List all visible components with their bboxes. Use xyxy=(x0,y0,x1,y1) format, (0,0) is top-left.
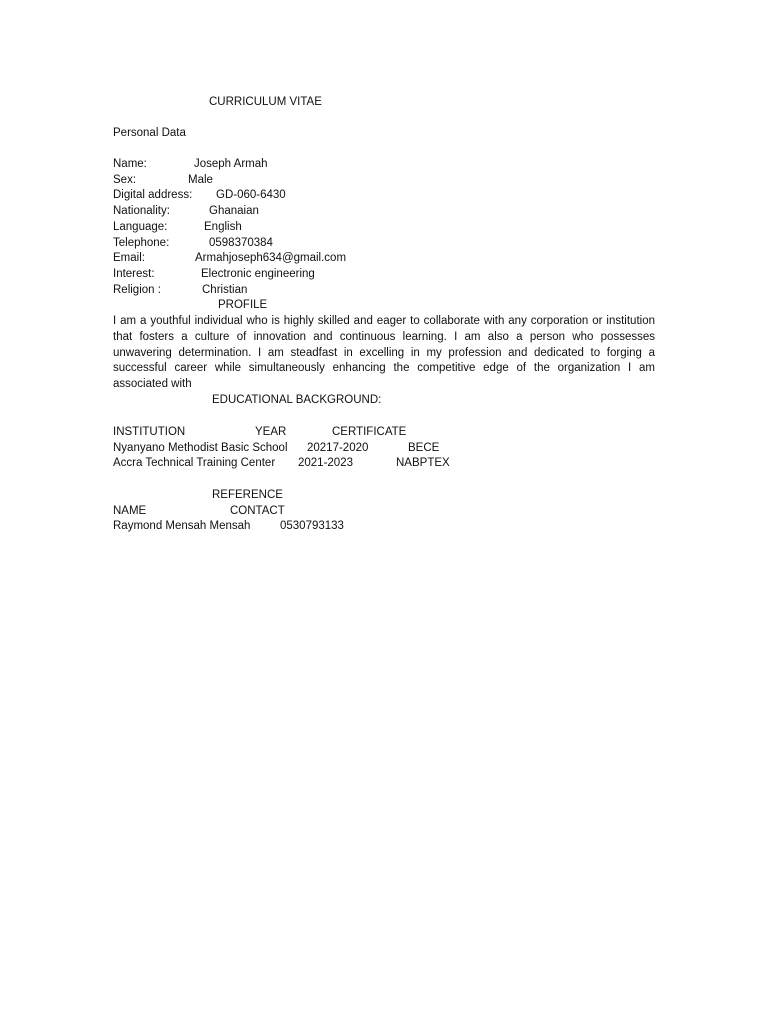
education-row-2-institution: Accra Technical Training Center xyxy=(113,457,276,469)
value-telephone: 0598370384 xyxy=(209,237,273,249)
reference-row-1-contact: 0530793133 xyxy=(280,520,344,532)
reference-heading: REFERENCE xyxy=(212,489,283,501)
reference-header-contact: CONTACT xyxy=(230,505,285,517)
personal-data-heading: Personal Data xyxy=(113,127,186,139)
education-header-certificate: CERTIFICATE xyxy=(332,426,407,438)
label-nationality: Nationality: xyxy=(113,205,170,217)
value-nationality: Ghanaian xyxy=(209,205,259,217)
education-row-1-institution: Nyanyano Methodist Basic School xyxy=(113,442,288,454)
value-interest: Electronic engineering xyxy=(201,268,315,280)
label-digital-address: Digital address: xyxy=(113,189,193,201)
value-name: Joseph Armah xyxy=(194,158,268,170)
value-sex: Male xyxy=(188,174,213,186)
value-digital-address: GD-060-6430 xyxy=(216,189,286,201)
education-header-year: YEAR xyxy=(255,426,287,438)
education-header-institution: INSTITUTION xyxy=(113,426,186,438)
education-row-1-year: 20217-2020 xyxy=(307,442,369,454)
profile-heading: PROFILE xyxy=(218,299,268,311)
label-religion: Religion : xyxy=(113,284,161,296)
label-telephone: Telephone: xyxy=(113,237,170,249)
label-interest: Interest: xyxy=(113,268,155,280)
reference-header-name: NAME xyxy=(113,505,147,517)
document-title: CURRICULUM VITAE xyxy=(209,96,322,108)
education-row-1-certificate: BECE xyxy=(408,442,440,454)
reference-row-1-name: Raymond Mensah Mensah xyxy=(113,520,251,532)
value-religion: Christian xyxy=(202,284,248,296)
label-name: Name: xyxy=(113,158,147,170)
profile-paragraph: I am a youthful individual who is highly skilled and eager to collaborate with any corporation or institution that fosters a culture of innovation and continuous learning. I am also a person who possesses unwavering determination. I am steadfast in excelling in my profession and dedicated to forging a successful career while simultaneously enhancing the competitive edge of the organization I am associated with xyxy=(113,315,655,391)
label-sex: Sex: xyxy=(113,174,137,186)
education-row-2-year: 2021-2023 xyxy=(298,457,353,469)
value-language: English xyxy=(204,221,242,233)
label-language: Language: xyxy=(113,221,168,233)
education-row-2-certificate: NABPTEX xyxy=(396,457,450,469)
education-heading: EDUCATIONAL BACKGROUND: xyxy=(212,394,382,406)
value-email: Armahjoseph634@gmail.com xyxy=(195,252,347,264)
label-email: Email: xyxy=(113,252,145,264)
